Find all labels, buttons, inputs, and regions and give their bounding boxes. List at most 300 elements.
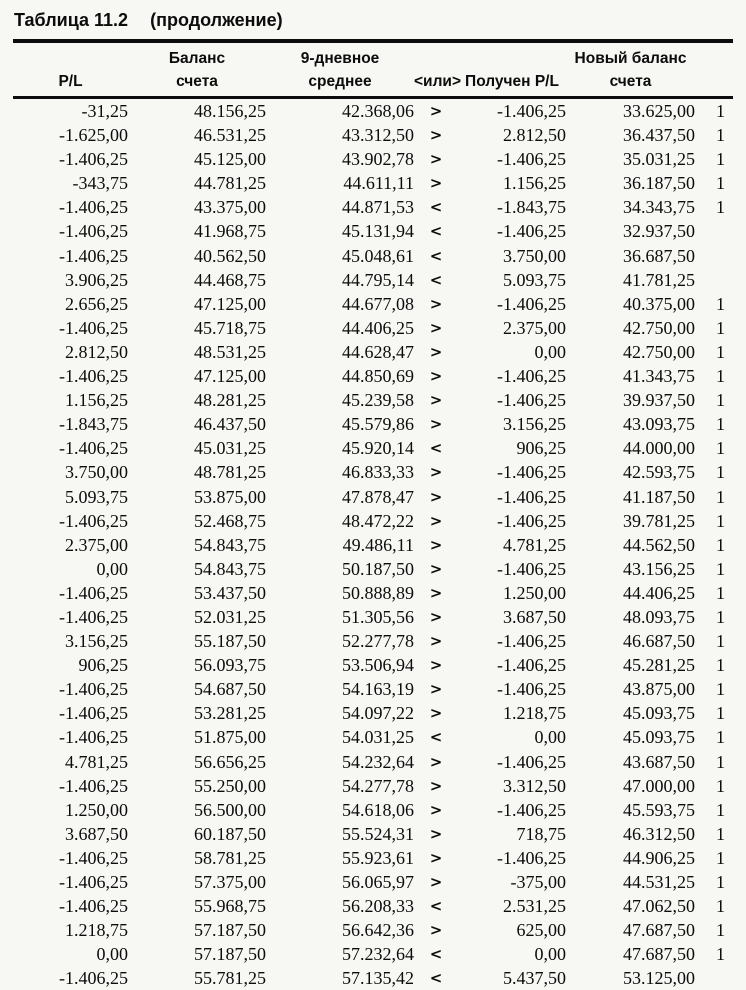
cell-received-pl: 3.156,25 (458, 412, 566, 436)
cell-new-account-balance: 44.531,25 (566, 870, 695, 894)
cell-account-balance: 40.562,50 (128, 244, 266, 268)
cell-comparison: < (414, 966, 458, 990)
cell-nine-day-average: 48.472,22 (266, 509, 414, 533)
cell-comparison: > (414, 581, 458, 605)
cell-account-balance: 43.375,00 (128, 195, 266, 219)
cell-new-account-balance: 40.375,00 (566, 292, 695, 316)
cell-account-balance: 47.125,00 (128, 292, 266, 316)
cell-new-account-balance: 43.687,50 (566, 750, 695, 774)
cell-new-account-balance: 45.593,75 (566, 798, 695, 822)
cell-new-account-balance: 36.687,50 (566, 244, 695, 268)
cell-account-balance: 55.187,50 (128, 629, 266, 653)
cell-new-account-balance: 46.687,50 (566, 629, 695, 653)
cell-comparison: < (414, 725, 458, 749)
table-row (13, 894, 733, 918)
cell-received-pl: 1.218,75 (458, 701, 566, 725)
cell-account-balance: 54.843,75 (128, 533, 266, 557)
col-header-balance-line2: счета (128, 70, 266, 98)
cell-account-balance: 45.125,00 (128, 147, 266, 171)
cell-account-balance: 45.031,25 (128, 436, 266, 460)
cell-pl: 4.781,25 (13, 750, 128, 774)
table-row (13, 364, 733, 388)
cell-received-pl: -1.406,25 (458, 147, 566, 171)
cell-received-pl: -1.406,25 (458, 388, 566, 412)
cell-pl: 2.812,50 (13, 340, 128, 364)
cell-pl: 1.156,25 (13, 388, 128, 412)
cell-pl: 3.687,50 (13, 822, 128, 846)
cell-new-account-balance: 42.750,00 (566, 316, 695, 340)
cell-new-account-balance: 43.875,00 (566, 677, 695, 701)
cell-comparison: > (414, 605, 458, 629)
cell-account-balance: 41.968,75 (128, 219, 266, 243)
cell-new-account-balance: 36.437,50 (566, 123, 695, 147)
cell-received-pl: -1.406,25 (458, 798, 566, 822)
cell-received-pl: -1.406,25 (458, 629, 566, 653)
cell-received-pl: 2.812,50 (458, 123, 566, 147)
cell-flag (695, 966, 733, 990)
cell-nine-day-average: 54.277,78 (266, 774, 414, 798)
cell-account-balance: 53.875,00 (128, 485, 266, 509)
cell-pl: -1.406,25 (13, 725, 128, 749)
cell-pl: 3.750,00 (13, 460, 128, 484)
cell-new-account-balance: 41.187,50 (566, 485, 695, 509)
cell-flag: 1 (695, 340, 733, 364)
table-row (13, 774, 733, 798)
col-header-new-balance-line1: Новый баланс (566, 41, 695, 70)
cell-comparison: > (414, 509, 458, 533)
table-row (13, 98, 733, 124)
cell-account-balance: 48.281,25 (128, 388, 266, 412)
cell-received-pl: 0,00 (458, 340, 566, 364)
cell-new-account-balance: 53.125,00 (566, 966, 695, 990)
table-row (13, 942, 733, 966)
col-header-balance-line1: Баланс (128, 41, 266, 70)
cell-pl: -1.406,25 (13, 701, 128, 725)
cell-nine-day-average: 54.097,22 (266, 701, 414, 725)
cell-comparison: < (414, 219, 458, 243)
cell-comparison: > (414, 750, 458, 774)
cell-pl: 0,00 (13, 942, 128, 966)
cell-flag: 1 (695, 388, 733, 412)
cell-flag: 1 (695, 798, 733, 822)
cell-new-account-balance: 44.406,25 (566, 581, 695, 605)
cell-new-account-balance: 43.156,25 (566, 557, 695, 581)
cell-flag (695, 244, 733, 268)
cell-pl: 2.656,25 (13, 292, 128, 316)
cell-pl: -1.406,25 (13, 364, 128, 388)
cell-comparison: > (414, 846, 458, 870)
cell-nine-day-average: 43.902,78 (266, 147, 414, 171)
cell-new-account-balance: 35.031,25 (566, 147, 695, 171)
cell-flag: 1 (695, 822, 733, 846)
cell-flag: 1 (695, 171, 733, 195)
cell-nine-day-average: 57.232,64 (266, 942, 414, 966)
cell-pl: -1.406,25 (13, 195, 128, 219)
col-header-compare: <или> (414, 70, 458, 98)
cell-new-account-balance: 47.687,50 (566, 918, 695, 942)
cell-comparison: < (414, 894, 458, 918)
table-row (13, 147, 733, 171)
table-row (13, 822, 733, 846)
table-row (13, 268, 733, 292)
cell-pl: 3.156,25 (13, 629, 128, 653)
cell-new-account-balance: 47.062,50 (566, 894, 695, 918)
cell-new-account-balance: 44.000,00 (566, 436, 695, 460)
cell-received-pl: 4.781,25 (458, 533, 566, 557)
table-row (13, 629, 733, 653)
cell-pl: -1.406,25 (13, 846, 128, 870)
table-number-label: Таблица 11.2 (14, 8, 128, 32)
cell-received-pl: 718,75 (458, 822, 566, 846)
cell-nine-day-average: 44.795,14 (266, 268, 414, 292)
cell-comparison: < (414, 244, 458, 268)
cell-flag: 1 (695, 292, 733, 316)
cell-received-pl: 1.156,25 (458, 171, 566, 195)
cell-nine-day-average: 43.312,50 (266, 123, 414, 147)
cell-new-account-balance: 46.312,50 (566, 822, 695, 846)
table-row (13, 388, 733, 412)
cell-flag: 1 (695, 364, 733, 388)
cell-flag: 1 (695, 918, 733, 942)
cell-flag: 1 (695, 557, 733, 581)
table-row (13, 581, 733, 605)
cell-pl: -1.406,25 (13, 605, 128, 629)
col-header-flag-spacer (695, 41, 733, 70)
cell-nine-day-average: 45.579,86 (266, 412, 414, 436)
table-row (13, 677, 733, 701)
cell-comparison: > (414, 822, 458, 846)
cell-new-account-balance: 41.343,75 (566, 364, 695, 388)
cell-nine-day-average: 54.618,06 (266, 798, 414, 822)
cell-account-balance: 48.531,25 (128, 340, 266, 364)
cell-received-pl: -1.843,75 (458, 195, 566, 219)
cell-flag: 1 (695, 147, 733, 171)
cell-received-pl: 3.687,50 (458, 605, 566, 629)
cell-received-pl: -1.406,25 (458, 460, 566, 484)
cell-new-account-balance: 44.906,25 (566, 846, 695, 870)
cell-pl: 2.375,00 (13, 533, 128, 557)
table-row (13, 292, 733, 316)
table-row (13, 533, 733, 557)
cell-flag: 1 (695, 123, 733, 147)
cell-pl: -1.406,25 (13, 316, 128, 340)
cell-flag: 1 (695, 870, 733, 894)
cell-pl: -1.406,25 (13, 509, 128, 533)
table-row (13, 846, 733, 870)
cell-new-account-balance: 44.562,50 (566, 533, 695, 557)
cell-comparison: < (414, 268, 458, 292)
col-header-average-line2: среднее (266, 70, 414, 98)
cell-nine-day-average: 54.232,64 (266, 750, 414, 774)
cell-pl: -1.406,25 (13, 436, 128, 460)
cell-received-pl: -1.406,25 (458, 846, 566, 870)
cell-received-pl: -1.406,25 (458, 677, 566, 701)
cell-flag (695, 268, 733, 292)
cell-comparison: > (414, 677, 458, 701)
cell-account-balance: 55.250,00 (128, 774, 266, 798)
cell-account-balance: 56.656,25 (128, 750, 266, 774)
cell-pl: 906,25 (13, 653, 128, 677)
cell-comparison: > (414, 340, 458, 364)
cell-account-balance: 45.718,75 (128, 316, 266, 340)
cell-nine-day-average: 44.871,53 (266, 195, 414, 219)
cell-flag: 1 (695, 701, 733, 725)
cell-comparison: > (414, 485, 458, 509)
cell-comparison: > (414, 171, 458, 195)
cell-account-balance: 57.187,50 (128, 942, 266, 966)
cell-pl: -1.406,25 (13, 219, 128, 243)
cell-comparison: > (414, 292, 458, 316)
table-row (13, 244, 733, 268)
table-row (13, 123, 733, 147)
cell-new-account-balance: 47.000,00 (566, 774, 695, 798)
col-header-compare-spacer (414, 41, 458, 70)
cell-pl: 1.218,75 (13, 918, 128, 942)
cell-pl: -1.406,25 (13, 581, 128, 605)
cell-comparison: > (414, 98, 458, 124)
cell-comparison: > (414, 316, 458, 340)
cell-comparison: > (414, 870, 458, 894)
cell-nine-day-average: 50.888,89 (266, 581, 414, 605)
cell-flag: 1 (695, 533, 733, 557)
cell-nine-day-average: 51.305,56 (266, 605, 414, 629)
cell-account-balance: 47.125,00 (128, 364, 266, 388)
cell-account-balance: 52.468,75 (128, 509, 266, 533)
cell-nine-day-average: 45.239,58 (266, 388, 414, 412)
cell-received-pl: -1.406,25 (458, 509, 566, 533)
table-row (13, 966, 733, 990)
cell-comparison: > (414, 798, 458, 822)
cell-comparison: > (414, 918, 458, 942)
cell-comparison: < (414, 436, 458, 460)
table-row (13, 750, 733, 774)
cell-flag: 1 (695, 316, 733, 340)
cell-received-pl: -1.406,25 (458, 98, 566, 124)
cell-nine-day-average: 45.048,61 (266, 244, 414, 268)
cell-account-balance: 54.687,50 (128, 677, 266, 701)
cell-pl: -1.625,00 (13, 123, 128, 147)
cell-nine-day-average: 53.506,94 (266, 653, 414, 677)
cell-nine-day-average: 55.923,61 (266, 846, 414, 870)
cell-comparison: > (414, 557, 458, 581)
cell-pl: -343,75 (13, 171, 128, 195)
cell-flag: 1 (695, 677, 733, 701)
pl-balance-table (13, 39, 733, 990)
cell-nine-day-average: 54.163,19 (266, 677, 414, 701)
cell-comparison: > (414, 388, 458, 412)
table-row (13, 195, 733, 219)
cell-flag (695, 219, 733, 243)
cell-account-balance: 57.187,50 (128, 918, 266, 942)
cell-account-balance: 53.437,50 (128, 581, 266, 605)
table-header (13, 41, 733, 98)
cell-flag: 1 (695, 605, 733, 629)
cell-received-pl: -1.406,25 (458, 750, 566, 774)
cell-new-account-balance: 48.093,75 (566, 605, 695, 629)
cell-account-balance: 46.437,50 (128, 412, 266, 436)
cell-nine-day-average: 56.208,33 (266, 894, 414, 918)
cell-flag: 1 (695, 774, 733, 798)
cell-nine-day-average: 44.850,69 (266, 364, 414, 388)
cell-received-pl: -1.406,25 (458, 219, 566, 243)
cell-pl: -1.406,25 (13, 774, 128, 798)
cell-comparison: > (414, 412, 458, 436)
cell-nine-day-average: 56.642,36 (266, 918, 414, 942)
cell-new-account-balance: 43.093,75 (566, 412, 695, 436)
table-row (13, 653, 733, 677)
col-header-pl: P/L (13, 70, 128, 98)
cell-nine-day-average: 44.677,08 (266, 292, 414, 316)
cell-comparison: > (414, 533, 458, 557)
cell-account-balance: 53.281,25 (128, 701, 266, 725)
cell-new-account-balance: 45.281,25 (566, 653, 695, 677)
cell-flag: 1 (695, 195, 733, 219)
cell-nine-day-average: 57.135,42 (266, 966, 414, 990)
cell-account-balance: 52.031,25 (128, 605, 266, 629)
cell-nine-day-average: 44.611,11 (266, 171, 414, 195)
cell-account-balance: 46.531,25 (128, 123, 266, 147)
cell-nine-day-average: 55.524,31 (266, 822, 414, 846)
table-row (13, 701, 733, 725)
cell-nine-day-average: 47.878,47 (266, 485, 414, 509)
cell-flag: 1 (695, 894, 733, 918)
cell-new-account-balance: 34.343,75 (566, 195, 695, 219)
cell-pl: -1.406,25 (13, 244, 128, 268)
cell-new-account-balance: 47.687,50 (566, 942, 695, 966)
table-row (13, 870, 733, 894)
cell-account-balance: 54.843,75 (128, 557, 266, 581)
cell-comparison: > (414, 147, 458, 171)
cell-account-balance: 57.375,00 (128, 870, 266, 894)
cell-flag: 1 (695, 509, 733, 533)
cell-pl: -1.406,25 (13, 894, 128, 918)
table-row (13, 725, 733, 749)
cell-pl: 1.250,00 (13, 798, 128, 822)
col-header-received-spacer (458, 41, 566, 70)
cell-received-pl: 5.093,75 (458, 268, 566, 292)
cell-received-pl: 0,00 (458, 942, 566, 966)
cell-pl: -1.843,75 (13, 412, 128, 436)
header-row-1 (13, 41, 733, 70)
cell-account-balance: 55.781,25 (128, 966, 266, 990)
cell-received-pl: 1.250,00 (458, 581, 566, 605)
cell-comparison: > (414, 364, 458, 388)
cell-flag: 1 (695, 485, 733, 509)
table-row (13, 436, 733, 460)
table-row (13, 605, 733, 629)
table-row (13, 171, 733, 195)
cell-new-account-balance: 39.781,25 (566, 509, 695, 533)
cell-nine-day-average: 50.187,50 (266, 557, 414, 581)
table-row (13, 316, 733, 340)
table-row (13, 509, 733, 533)
cell-received-pl: 625,00 (458, 918, 566, 942)
cell-account-balance: 56.093,75 (128, 653, 266, 677)
cell-new-account-balance: 33.625,00 (566, 98, 695, 124)
cell-nine-day-average: 49.486,11 (266, 533, 414, 557)
table-title (13, 8, 746, 32)
cell-comparison: < (414, 195, 458, 219)
cell-nine-day-average: 54.031,25 (266, 725, 414, 749)
table-row (13, 557, 733, 581)
cell-new-account-balance: 45.093,75 (566, 725, 695, 749)
cell-pl: -1.406,25 (13, 677, 128, 701)
cell-received-pl: -1.406,25 (458, 292, 566, 316)
cell-account-balance: 48.781,25 (128, 460, 266, 484)
cell-account-balance: 60.187,50 (128, 822, 266, 846)
cell-account-balance: 56.500,00 (128, 798, 266, 822)
cell-comparison: > (414, 629, 458, 653)
cell-new-account-balance: 45.093,75 (566, 701, 695, 725)
cell-received-pl: 2.375,00 (458, 316, 566, 340)
cell-new-account-balance: 36.187,50 (566, 171, 695, 195)
cell-nine-day-average: 46.833,33 (266, 460, 414, 484)
cell-new-account-balance: 42.750,00 (566, 340, 695, 364)
cell-received-pl: 0,00 (458, 725, 566, 749)
cell-received-pl: -1.406,25 (458, 557, 566, 581)
cell-new-account-balance: 39.937,50 (566, 388, 695, 412)
cell-new-account-balance: 41.781,25 (566, 268, 695, 292)
table-row (13, 412, 733, 436)
table-row (13, 460, 733, 484)
cell-account-balance: 44.468,75 (128, 268, 266, 292)
header-row-2 (13, 70, 733, 98)
cell-comparison: > (414, 701, 458, 725)
cell-pl: -31,25 (13, 98, 128, 124)
cell-pl: -1.406,25 (13, 870, 128, 894)
cell-nine-day-average: 44.628,47 (266, 340, 414, 364)
cell-flag: 1 (695, 581, 733, 605)
cell-account-balance: 51.875,00 (128, 725, 266, 749)
cell-pl: 0,00 (13, 557, 128, 581)
cell-pl: 3.906,25 (13, 268, 128, 292)
cell-flag: 1 (695, 98, 733, 124)
cell-account-balance: 58.781,25 (128, 846, 266, 870)
cell-pl: -1.406,25 (13, 147, 128, 171)
cell-nine-day-average: 42.368,06 (266, 98, 414, 124)
cell-comparison: > (414, 653, 458, 677)
col-header-flag (695, 70, 733, 98)
cell-nine-day-average: 45.920,14 (266, 436, 414, 460)
col-header-average-line1: 9-дневное (266, 41, 414, 70)
cell-flag: 1 (695, 412, 733, 436)
cell-received-pl: -1.406,25 (458, 653, 566, 677)
cell-received-pl: -1.406,25 (458, 485, 566, 509)
cell-pl: -1.406,25 (13, 966, 128, 990)
cell-comparison: > (414, 460, 458, 484)
cell-flag: 1 (695, 653, 733, 677)
cell-nine-day-average: 44.406,25 (266, 316, 414, 340)
cell-nine-day-average: 45.131,94 (266, 219, 414, 243)
cell-flag: 1 (695, 750, 733, 774)
table-row (13, 485, 733, 509)
cell-account-balance: 55.968,75 (128, 894, 266, 918)
cell-comparison: > (414, 123, 458, 147)
table-row (13, 918, 733, 942)
cell-received-pl: -375,00 (458, 870, 566, 894)
col-header-received-pl: Получен P/L (458, 70, 566, 98)
table-continuation-label: (продолжение) (150, 8, 283, 32)
cell-new-account-balance: 32.937,50 (566, 219, 695, 243)
cell-received-pl: 3.312,50 (458, 774, 566, 798)
cell-flag: 1 (695, 629, 733, 653)
cell-flag: 1 (695, 942, 733, 966)
cell-comparison: > (414, 774, 458, 798)
cell-flag: 1 (695, 436, 733, 460)
col-header-new-balance-line2: счета (566, 70, 695, 98)
cell-received-pl: -1.406,25 (458, 364, 566, 388)
cell-flag: 1 (695, 725, 733, 749)
